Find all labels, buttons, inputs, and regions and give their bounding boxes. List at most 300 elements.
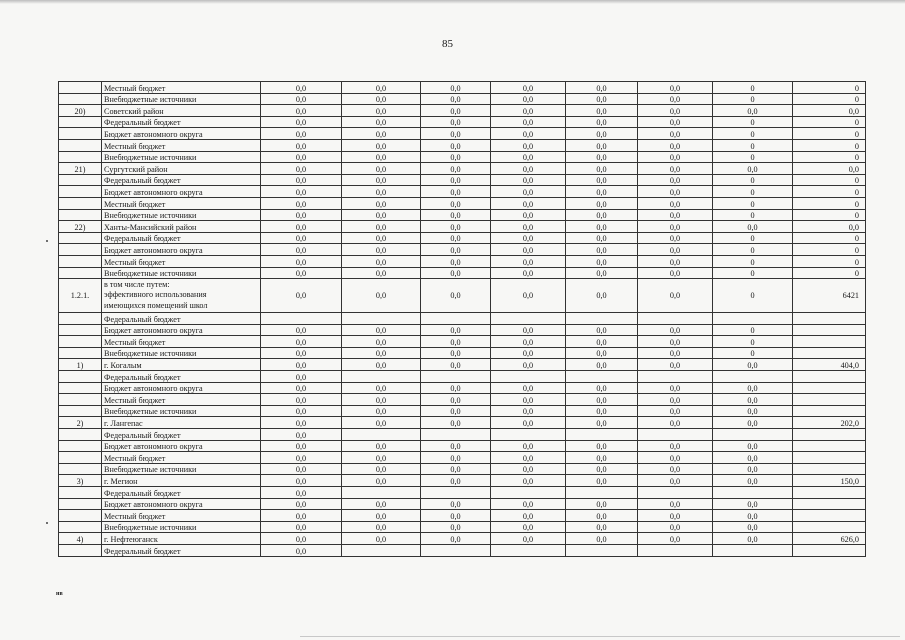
value-cell: 0,0	[261, 498, 342, 510]
value-cell: 0,0	[566, 82, 638, 94]
row-name-cell: Федеральный бюджет	[102, 313, 261, 325]
table-row	[59, 221, 866, 233]
value-cell: 0,0	[342, 347, 421, 359]
value-cell: 0,0	[421, 244, 491, 256]
row-name-cell: Ханты-Мансийский район	[102, 221, 261, 233]
row-name-cell: Сургутский район	[102, 163, 261, 175]
value-cell: 0,0	[421, 510, 491, 522]
value-cell: 0,0	[261, 429, 342, 441]
value-cell: 0,0	[421, 128, 491, 140]
value-cell: 0,0	[566, 151, 638, 163]
value-cell: 0,0	[638, 394, 713, 406]
value-cell	[793, 463, 866, 475]
value-cell: 0,0	[421, 347, 491, 359]
value-cell: 0,0	[566, 128, 638, 140]
value-cell: 0	[713, 336, 793, 348]
value-cell	[342, 487, 421, 499]
row-name-cell: Местный бюджет	[102, 336, 261, 348]
value-cell: 0,0	[566, 163, 638, 175]
value-cell: 0,0	[261, 533, 342, 545]
value-cell: 0	[793, 82, 866, 94]
row-name-cell: Бюджет автономного округа	[102, 244, 261, 256]
value-cell: 0,0	[421, 324, 491, 336]
value-cell	[342, 429, 421, 441]
value-cell: 0,0	[261, 475, 342, 487]
value-cell: 0,0	[638, 279, 713, 313]
value-cell: 0,0	[342, 452, 421, 464]
table-row	[59, 244, 866, 256]
value-cell: 0,0	[713, 521, 793, 533]
row-name-cell: Федеральный бюджет	[102, 174, 261, 186]
row-name-cell: Местный бюджет	[102, 452, 261, 464]
value-cell: 0,0	[566, 533, 638, 545]
row-name-cell: Местный бюджет	[102, 255, 261, 267]
value-cell: 0,0	[566, 255, 638, 267]
value-cell: 0,0	[713, 510, 793, 522]
value-cell: 0	[713, 186, 793, 198]
value-cell: 0	[713, 82, 793, 94]
row-number-cell: 20)	[59, 105, 102, 117]
value-cell: 0,0	[491, 139, 566, 151]
value-cell: 0,0	[421, 475, 491, 487]
value-cell: 0,0	[638, 139, 713, 151]
value-cell: 0	[793, 255, 866, 267]
value-cell	[793, 371, 866, 383]
row-name-cell	[102, 279, 261, 313]
value-cell: 0,0	[421, 105, 491, 117]
table-row	[59, 93, 866, 105]
value-cell: 0,0	[566, 116, 638, 128]
value-cell: 0,0	[421, 405, 491, 417]
value-cell: 0,0	[638, 163, 713, 175]
value-cell: 0	[713, 197, 793, 209]
row-name-cell: Федеральный бюджет	[102, 544, 261, 556]
value-cell: 0,0	[713, 382, 793, 394]
value-cell: 0,0	[491, 336, 566, 348]
row-name-cell: Бюджет автономного округа	[102, 440, 261, 452]
value-cell: 0,0	[638, 324, 713, 336]
row-number-cell	[59, 209, 102, 221]
value-cell: 0,0	[261, 463, 342, 475]
value-cell: 0,0	[261, 521, 342, 533]
value-cell: 0,0	[638, 382, 713, 394]
value-cell: 0	[713, 174, 793, 186]
value-cell: 0,0	[421, 139, 491, 151]
table-row	[59, 463, 866, 475]
value-cell	[793, 394, 866, 406]
row-number-cell	[59, 382, 102, 394]
table-row	[59, 267, 866, 279]
table-row	[59, 394, 866, 406]
value-cell: 0,0	[638, 405, 713, 417]
value-cell: 0,0	[491, 347, 566, 359]
value-cell	[793, 510, 866, 522]
value-cell: 0,0	[421, 533, 491, 545]
value-cell: 0,0	[491, 151, 566, 163]
table-row	[59, 359, 866, 371]
table-row	[59, 544, 866, 556]
value-cell	[793, 440, 866, 452]
row-number-cell	[59, 313, 102, 325]
table-row	[59, 209, 866, 221]
value-cell	[713, 487, 793, 499]
row-name-cell: г. Лангепас	[102, 417, 261, 429]
table-row	[59, 139, 866, 151]
value-cell: 0,0	[491, 440, 566, 452]
value-cell: 404,0	[793, 359, 866, 371]
value-cell: 0,0	[261, 267, 342, 279]
value-cell: 0,0	[342, 359, 421, 371]
row-number-cell	[59, 139, 102, 151]
row-name-cell: Внебюджетные источники	[102, 463, 261, 475]
value-cell: 0,0	[421, 394, 491, 406]
row-name-cell: Местный бюджет	[102, 82, 261, 94]
value-cell	[793, 498, 866, 510]
row-number-cell	[59, 116, 102, 128]
row-name-cell: Внебюджетные источники	[102, 267, 261, 279]
value-cell: 0,0	[638, 244, 713, 256]
page-number: 85	[442, 38, 453, 50]
value-cell: 0	[713, 116, 793, 128]
value-cell: 0	[713, 139, 793, 151]
row-name-cell: г. Нефтеюганск	[102, 533, 261, 545]
value-cell: 0	[793, 244, 866, 256]
value-cell: 0,0	[261, 82, 342, 94]
value-cell: 0,0	[342, 463, 421, 475]
value-cell: 0,0	[261, 197, 342, 209]
value-cell	[793, 521, 866, 533]
row-number-cell	[59, 151, 102, 163]
value-cell	[421, 313, 491, 325]
row-name-cell: г. Когалым	[102, 359, 261, 371]
value-cell: 0	[793, 139, 866, 151]
value-cell: 0,0	[566, 475, 638, 487]
value-cell: 0,0	[421, 151, 491, 163]
value-cell	[491, 313, 566, 325]
value-cell: 0,0	[342, 279, 421, 313]
value-cell	[491, 544, 566, 556]
value-cell: 0,0	[342, 382, 421, 394]
value-cell: 0,0	[261, 544, 342, 556]
row-number-cell	[59, 429, 102, 441]
value-cell: 0	[793, 151, 866, 163]
row-number-cell	[59, 82, 102, 94]
value-cell: 0,0	[342, 209, 421, 221]
table-row	[59, 151, 866, 163]
value-cell: 0,0	[793, 163, 866, 175]
value-cell: 0,0	[491, 232, 566, 244]
value-cell: 0,0	[261, 151, 342, 163]
value-cell: 0,0	[421, 209, 491, 221]
value-cell: 0,0	[491, 105, 566, 117]
value-cell: 0,0	[261, 336, 342, 348]
value-cell	[713, 313, 793, 325]
value-cell: 0	[713, 128, 793, 140]
value-cell: 202,0	[793, 417, 866, 429]
value-cell: 0,0	[342, 105, 421, 117]
value-cell: 0,0	[566, 186, 638, 198]
value-cell: 0,0	[421, 463, 491, 475]
value-cell: 0,0	[491, 359, 566, 371]
value-cell: 0,0	[638, 452, 713, 464]
table-row	[59, 417, 866, 429]
value-cell: 0,0	[261, 255, 342, 267]
value-cell: 0,0	[421, 232, 491, 244]
value-cell: 0,0	[566, 463, 638, 475]
table-row	[59, 82, 866, 94]
value-cell: 0,0	[421, 174, 491, 186]
value-cell	[793, 382, 866, 394]
value-cell	[638, 487, 713, 499]
value-cell	[491, 487, 566, 499]
value-cell: 0	[713, 279, 793, 313]
row-number-cell	[59, 324, 102, 336]
value-cell: 0,0	[713, 221, 793, 233]
value-cell: 0,0	[491, 382, 566, 394]
table-row	[59, 510, 866, 522]
value-cell: 0,0	[638, 533, 713, 545]
value-cell: 0,0	[491, 221, 566, 233]
value-cell: 0,0	[713, 463, 793, 475]
value-cell	[421, 429, 491, 441]
value-cell: 0,0	[491, 463, 566, 475]
value-cell: 0,0	[566, 105, 638, 117]
value-cell	[421, 544, 491, 556]
row-name-line: в том числе путем:	[104, 279, 170, 289]
scan-bottom-edge	[300, 636, 900, 637]
row-name-cell: Федеральный бюджет	[102, 371, 261, 383]
table-row	[59, 382, 866, 394]
row-number-cell	[59, 128, 102, 140]
value-cell	[638, 544, 713, 556]
value-cell: 0,0	[261, 232, 342, 244]
value-cell	[793, 452, 866, 464]
row-number-cell	[59, 463, 102, 475]
value-cell: 0,0	[713, 359, 793, 371]
table-row	[59, 475, 866, 487]
row-number-cell: 21)	[59, 163, 102, 175]
value-cell: 0,0	[491, 533, 566, 545]
value-cell: 0,0	[342, 232, 421, 244]
value-cell: 0,0	[638, 521, 713, 533]
table-row	[59, 487, 866, 499]
value-cell	[342, 313, 421, 325]
value-cell: 0,0	[793, 221, 866, 233]
value-cell: 0,0	[261, 405, 342, 417]
table-row	[59, 128, 866, 140]
table-row	[59, 429, 866, 441]
value-cell: 0,0	[713, 394, 793, 406]
value-cell: 0	[793, 232, 866, 244]
value-cell: 0	[713, 324, 793, 336]
value-cell: 0,0	[566, 93, 638, 105]
value-cell: 0,0	[638, 105, 713, 117]
value-cell: 0,0	[713, 475, 793, 487]
value-cell	[342, 544, 421, 556]
value-cell: 0,0	[491, 405, 566, 417]
row-number-cell	[59, 498, 102, 510]
table-row	[59, 105, 866, 117]
value-cell: 0,0	[638, 255, 713, 267]
value-cell: 0,0	[342, 221, 421, 233]
value-cell: 0,0	[566, 521, 638, 533]
value-cell: 0,0	[638, 82, 713, 94]
row-number-cell: 3)	[59, 475, 102, 487]
value-cell	[793, 487, 866, 499]
value-cell: 0,0	[566, 324, 638, 336]
value-cell: 0,0	[566, 209, 638, 221]
value-cell: 0,0	[638, 221, 713, 233]
value-cell: 0	[793, 197, 866, 209]
budget-table	[58, 81, 866, 557]
table-row	[59, 405, 866, 417]
value-cell: 0,0	[342, 510, 421, 522]
value-cell: 0,0	[261, 186, 342, 198]
value-cell	[793, 324, 866, 336]
row-number-cell	[59, 510, 102, 522]
row-name-cell: Местный бюджет	[102, 197, 261, 209]
row-name-cell: г. Мегион	[102, 475, 261, 487]
table-row	[59, 452, 866, 464]
table-row	[59, 174, 866, 186]
value-cell: 0,0	[638, 186, 713, 198]
row-number-cell	[59, 521, 102, 533]
value-cell: 0,0	[261, 417, 342, 429]
value-cell	[566, 487, 638, 499]
row-name-cell: Бюджет автономного округа	[102, 498, 261, 510]
value-cell	[713, 371, 793, 383]
value-cell: 0,0	[491, 174, 566, 186]
value-cell: 0,0	[342, 440, 421, 452]
value-cell: 0,0	[566, 498, 638, 510]
value-cell: 0,0	[421, 440, 491, 452]
table-row	[59, 521, 866, 533]
table-row	[59, 197, 866, 209]
row-number-cell	[59, 394, 102, 406]
table-row	[59, 232, 866, 244]
value-cell: 0,0	[491, 163, 566, 175]
footer-mark: нв	[56, 591, 63, 597]
value-cell: 0,0	[342, 405, 421, 417]
row-name-cell: Федеральный бюджет	[102, 232, 261, 244]
value-cell: 0,0	[261, 394, 342, 406]
row-name-line: имеющихся помещений школ	[104, 300, 208, 310]
value-cell: 0,0	[566, 382, 638, 394]
table-row	[59, 440, 866, 452]
value-cell: 626,0	[793, 533, 866, 545]
value-cell: 150,0	[793, 475, 866, 487]
table-row	[59, 255, 866, 267]
value-cell	[713, 544, 793, 556]
value-cell: 0,0	[421, 93, 491, 105]
value-cell: 0,0	[638, 197, 713, 209]
value-cell	[491, 371, 566, 383]
value-cell: 0,0	[421, 336, 491, 348]
value-cell: 0,0	[566, 221, 638, 233]
value-cell: 0,0	[342, 139, 421, 151]
value-cell: 0,0	[342, 336, 421, 348]
table-row	[59, 498, 866, 510]
table-row	[59, 347, 866, 359]
row-number-cell	[59, 440, 102, 452]
value-cell: 0,0	[638, 174, 713, 186]
value-cell: 0,0	[491, 324, 566, 336]
value-cell: 0,0	[421, 521, 491, 533]
value-cell: 0	[793, 116, 866, 128]
value-cell: 0,0	[638, 232, 713, 244]
row-name-cell: Местный бюджет	[102, 510, 261, 522]
row-number-cell	[59, 371, 102, 383]
row-number-cell	[59, 544, 102, 556]
value-cell: 0,0	[491, 93, 566, 105]
value-cell	[793, 313, 866, 325]
row-number-cell	[59, 186, 102, 198]
row-name-cell: Федеральный бюджет	[102, 429, 261, 441]
value-cell: 0,0	[261, 510, 342, 522]
value-cell	[261, 313, 342, 325]
row-name-line: эффективного использования	[104, 290, 207, 300]
table-row	[59, 533, 866, 545]
value-cell: 0,0	[491, 279, 566, 313]
value-cell	[342, 371, 421, 383]
row-name-cell: Советский район	[102, 105, 261, 117]
value-cell: 0	[793, 174, 866, 186]
value-cell	[421, 487, 491, 499]
value-cell: 0	[793, 93, 866, 105]
value-cell: 0,0	[638, 209, 713, 221]
value-cell: 0,0	[566, 139, 638, 151]
row-name-cell: Внебюджетные источники	[102, 151, 261, 163]
row-number-cell	[59, 452, 102, 464]
value-cell: 0,0	[421, 267, 491, 279]
value-cell: 0,0	[491, 475, 566, 487]
value-cell	[793, 544, 866, 556]
value-cell: 0,0	[421, 116, 491, 128]
value-cell	[566, 313, 638, 325]
value-cell: 0,0	[261, 116, 342, 128]
table-row	[59, 324, 866, 336]
row-name-cell: Внебюджетные источники	[102, 521, 261, 533]
scan-dot	[46, 240, 48, 242]
value-cell: 0,0	[491, 417, 566, 429]
value-cell: 0,0	[713, 533, 793, 545]
value-cell: 0,0	[421, 221, 491, 233]
row-number-cell	[59, 336, 102, 348]
value-cell: 0	[713, 347, 793, 359]
value-cell: 0,0	[342, 533, 421, 545]
row-number-cell: 2)	[59, 417, 102, 429]
row-number-cell	[59, 244, 102, 256]
value-cell: 0,0	[638, 128, 713, 140]
value-cell: 0,0	[342, 163, 421, 175]
value-cell: 0,0	[421, 359, 491, 371]
value-cell: 0,0	[342, 394, 421, 406]
value-cell: 0,0	[261, 244, 342, 256]
row-name-cell: Внебюджетные источники	[102, 209, 261, 221]
row-name-cell: Федеральный бюджет	[102, 487, 261, 499]
value-cell: 0,0	[261, 452, 342, 464]
value-cell: 0,0	[491, 209, 566, 221]
value-cell	[638, 429, 713, 441]
row-number-cell	[59, 232, 102, 244]
value-cell: 0,0	[261, 487, 342, 499]
value-cell: 0	[713, 244, 793, 256]
value-cell: 0,0	[261, 163, 342, 175]
value-cell: 0,0	[491, 498, 566, 510]
value-cell: 0	[713, 267, 793, 279]
value-cell: 0,0	[638, 347, 713, 359]
row-number-cell	[59, 347, 102, 359]
